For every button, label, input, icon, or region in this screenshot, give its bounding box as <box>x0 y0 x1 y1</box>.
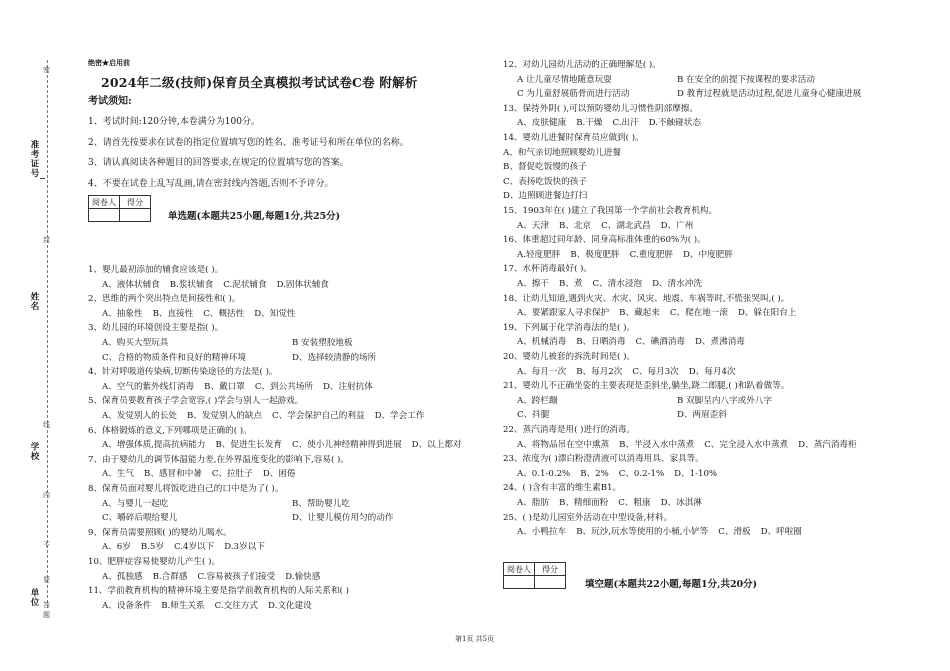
answer-option[interactable]: A、6岁 <box>102 542 131 553</box>
reviewer-cell: 阅卷人 <box>504 563 535 576</box>
notice-item: 2、请首先按要求在试卷的指定位置填写您的姓名、准考证号和所在单位的名称。 <box>88 138 409 148</box>
answer-option[interactable]: A、皮肤健康 <box>517 118 567 129</box>
answer-option[interactable]: B.浆状辅食 <box>169 279 214 290</box>
answer-option[interactable]: A、与婴儿一起吃 <box>102 498 169 509</box>
option-row: A、购买大型玩具 B 安装塑胶地板 <box>102 338 353 348</box>
question-text: 15、1903年在( )建立了我国第一个学前社会教育机构。 <box>503 206 718 216</box>
answer-option[interactable]: C 为儿童舒展筋骨而进行活动 <box>517 89 630 100</box>
seal-char: 封 <box>43 236 50 244</box>
answer-option[interactable]: B、煮 <box>559 279 583 289</box>
question-text: 21、婴幼儿不正确坐姿的主要表现是歪斜坐,躺坐,跷二郎腿,( )和趴着做等。 <box>503 381 790 392</box>
option-row <box>517 118 711 129</box>
option-row <box>102 469 306 480</box>
seal-line <box>47 60 48 608</box>
answer-option[interactable]: B、感冒和中暑 <box>144 469 202 480</box>
answer-option[interactable]: C、爬在地一滚 <box>669 308 728 319</box>
option-row <box>102 601 322 612</box>
label-exam-number: 准考证号 <box>29 140 39 178</box>
answer-option[interactable]: C、概括性 <box>203 308 245 319</box>
question-text: 4、针对呼吸道传染病,切断传染途径的方法是( )。 <box>88 367 278 378</box>
option-row <box>517 498 712 509</box>
answer-option[interactable]: A、每月一次 <box>517 366 567 377</box>
option-row <box>517 279 712 290</box>
question-text: 7、由于婴幼儿的调节体温能力差,在外界温度变化的影响下,容易( )。 <box>88 454 349 465</box>
option-row <box>102 572 330 583</box>
answer-option[interactable]: B、戴口罩 <box>204 381 245 392</box>
seal-char: 密 <box>43 66 50 74</box>
answer-option[interactable]: A、空气的紫外线灯消毒 <box>102 381 195 392</box>
option-row <box>517 308 806 319</box>
answer-option[interactable]: D、知觉性 <box>254 308 296 319</box>
answer-option[interactable]: C、嚼碎后喂给婴儿 <box>102 513 178 524</box>
notice-heading: 考试须知: <box>88 96 132 107</box>
answer-option[interactable]: A、脂肪 <box>517 498 549 508</box>
question-text: 14、婴幼儿进餐时保育员应做到( )。 <box>503 133 644 143</box>
answer-option[interactable]: A、抽象性 <box>102 308 143 319</box>
question-text: 12、对幼儿园幼儿活动的正确理解是( )。 <box>503 60 661 70</box>
answer-option[interactable]: A、设备条件 <box>102 600 152 611</box>
answer-option[interactable]: D.文化建设 <box>268 600 312 611</box>
answer-option[interactable]: D、1-10% <box>674 468 718 479</box>
answer-option[interactable]: C.重度肥胖 <box>629 249 674 260</box>
question-text: 19、下列属于化学消毒法的是( )。 <box>503 322 636 333</box>
question-text: 5、保育员要教育孩子学会宽容,( )学会与别人一起游戏。 <box>88 396 304 407</box>
answer-option[interactable]: D、困倦 <box>262 469 296 480</box>
answer-option[interactable]: B、藏起来 <box>619 308 660 319</box>
answer-option[interactable]: C.泥状辅食 <box>223 279 267 290</box>
answer-option[interactable]: A、跨栏蹦 <box>517 395 558 406</box>
seal-char: 内 <box>43 491 50 499</box>
secret-mark: 绝密★启用前 <box>88 58 130 67</box>
seal-char: 题 <box>43 611 50 619</box>
option-row <box>517 221 703 232</box>
answer-option[interactable]: D、中度肥胖 <box>683 249 733 260</box>
answer-option[interactable]: B、每月2次 <box>576 366 623 377</box>
reviewer-cell: 阅卷人 <box>89 196 120 209</box>
answer-option[interactable]: C.4岁以下 <box>173 542 215 553</box>
option-row <box>517 440 867 451</box>
answer-option[interactable]: C、使小儿神经精神得到进展 <box>291 440 402 451</box>
question-text: 17、水杯消毒最好( )。 <box>503 264 593 275</box>
answer-option[interactable]: C、合格的物质条件和良好的精神环境 <box>102 352 247 363</box>
answer-option[interactable]: D、呼啦圈 <box>760 527 802 538</box>
answer-option[interactable]: A、增强体质,提高抗病能力 <box>102 440 206 451</box>
answer-option[interactable]: C、碘酒消毒 <box>635 337 686 348</box>
answer-option[interactable]: C、到公共场所 <box>254 381 313 392</box>
score-cell: 得分 <box>120 196 151 209</box>
answer-option[interactable]: D、广州 <box>660 220 694 231</box>
seal-char: 要 <box>43 576 50 584</box>
answer-option[interactable]: D.愉快感 <box>285 571 321 582</box>
question-text: 16、体重超过同年龄、同身高标准体重的60%为( )。 <box>503 235 706 246</box>
question-text: 18、让幼儿知道,遇到火灾、水灾、风灾、地震、车祸等时,不慌张哭叫,( )。 <box>503 293 790 304</box>
option-row <box>102 280 339 291</box>
score-box <box>88 195 151 222</box>
answer-option[interactable]: A、生气 <box>102 469 134 480</box>
answer-option[interactable]: B、玩沙,玩水等使用的小桶,小铲等 <box>576 527 709 538</box>
question-text: 3、幼儿园的环境创设主要是指( )。 <box>88 323 224 334</box>
option-row <box>517 527 812 538</box>
answer-option[interactable]: A 让儿童尽情地随意玩耍 <box>517 74 612 85</box>
score-box <box>503 562 566 589</box>
answer-option[interactable]: C.交往方式 <box>214 600 259 611</box>
answer-option[interactable]: D、蒸汽消毒柜 <box>798 439 857 450</box>
answer-option[interactable]: B.师生关系 <box>161 600 205 611</box>
page-footer: 第1页 共5页 <box>455 635 495 643</box>
option-row <box>102 440 472 451</box>
question-text: 13、保持外阴( ),可以预防婴幼儿习惯性阴部摩擦。 <box>503 103 698 114</box>
answer-option[interactable]: A、液体状辅食 <box>102 279 160 290</box>
score-input[interactable] <box>535 576 566 589</box>
answer-option[interactable]: B、极度肥胖 <box>570 249 620 260</box>
score-cell: 得分 <box>535 563 566 576</box>
option-row: C 为儿童舒展筋骨而进行活动 D 教育过程就是活动过程,促进儿童身心健康进展 <box>517 89 862 100</box>
answer-option[interactable]: C、粗康 <box>618 498 651 508</box>
answer-option[interactable]: A、0.1-0.2% <box>517 468 571 479</box>
answer-option[interactable]: D、注射抗体 <box>323 381 373 392</box>
answer-option[interactable]: C.容易被孩子们接受 <box>197 571 276 582</box>
answer-option[interactable]: C、拉肚子 <box>211 469 253 480</box>
question-text: B、督促吃饭慢的孩子 <box>503 162 587 173</box>
seal-char: 答 <box>43 601 50 609</box>
answer-option[interactable]: B、精细面粉 <box>559 498 609 508</box>
question-text: 25、( )是幼儿园室外活动在中型设备,材料。 <box>503 512 673 523</box>
answer-option[interactable]: D、躲在阳台上 <box>738 308 797 319</box>
answer-option[interactable]: C、学会保护自己的利益 <box>272 411 365 421</box>
section-title-single-choice: 单选题(本题共25小题,每题1分,共25分) <box>168 211 341 222</box>
answer-option[interactable]: A、天津 <box>517 220 549 231</box>
answer-option[interactable]: B、促进生长发育 <box>215 440 282 451</box>
answer-option[interactable]: C.出汗 <box>612 118 639 129</box>
answer-option[interactable]: D.3岁以下 <box>224 542 265 553</box>
question-text: 22、蒸汽消毒是用( )进行的消毒。 <box>503 425 636 435</box>
answer-option[interactable]: D、以上都对 <box>411 440 462 451</box>
page-title: 2024年二级(技师)保育员全真模拟考试试卷C卷 附解析 <box>101 75 418 90</box>
answer-option[interactable]: D、每月4次 <box>688 366 736 377</box>
reviewer-input[interactable] <box>89 209 120 222</box>
option-row <box>102 309 306 320</box>
notice-item: 3、请认真阅读各种题目的回答要求,在规定的位置填写您的答案。 <box>88 158 349 168</box>
label-name: 姓名 <box>29 292 39 311</box>
question-text: 1、婴儿最初添加的辅食应该是( )。 <box>88 265 224 275</box>
answer-option[interactable]: B、直接性 <box>152 308 194 319</box>
option-row <box>102 382 383 393</box>
question-text: 23、浓度为( )漂白粉澄清液可以消毒用具、家具等。 <box>503 454 704 465</box>
section-title-fill-blank: 填空题(本题共22小题,每题1分,共20分) <box>585 579 758 590</box>
question-text: 6、体格锻炼的意义,下列哪项是正确的( )。 <box>88 425 252 436</box>
answer-option[interactable]: B.干燥 <box>576 118 603 129</box>
option-row: A 让儿童尽情地随意玩耍 B 在安全的前提下按课程的要求活动 <box>517 74 815 85</box>
score-input[interactable] <box>120 209 151 222</box>
answer-option[interactable]: B.合群感 <box>152 571 188 582</box>
answer-option[interactable]: D、清水冲洗 <box>652 279 702 289</box>
option-row <box>102 542 275 553</box>
question-text: 11、学前教育机构的精神环境主要是指学前教育机构的人际关系和( ) <box>88 586 349 597</box>
answer-option[interactable]: B.5岁 <box>140 542 164 553</box>
option-row: A、与婴儿一起吃 B、帮助婴儿吃 <box>102 498 350 509</box>
seal-char: 不 <box>43 541 50 549</box>
question-text: C、表扬吃饭快的孩子 <box>503 176 587 187</box>
answer-option[interactable]: A、孤独感 <box>102 571 143 582</box>
question-text: D、边照顾进餐边打扫 <box>503 191 588 202</box>
reviewer-input[interactable] <box>504 576 535 589</box>
answer-option[interactable]: D.固体状辅食 <box>276 279 329 290</box>
option-row <box>102 411 434 422</box>
answer-option[interactable]: C、滑板 <box>718 527 751 538</box>
question-text: 10、肥胖症容易使婴幼儿产生( )。 <box>88 557 221 567</box>
option-row <box>517 337 755 348</box>
option-row: C、合格的物质条件和良好的精神环境 D、选择较清静的场所 <box>102 352 377 363</box>
question-text: 2、思维的两个突出特点是间接性和( )。 <box>88 294 241 305</box>
option-row <box>517 469 727 480</box>
seal-char: 线 <box>43 421 50 429</box>
option-row: A、跨栏蹦 B 双脚呈内八字或外八字 <box>517 395 772 406</box>
answer-option[interactable]: A、要紧跟家人寻求保护 <box>517 308 610 319</box>
option-row <box>517 367 746 378</box>
notice-item: 1、考试时间:120分钟,本卷满分为100分。 <box>88 117 260 127</box>
answer-option[interactable]: A、发觉别人的长处 <box>102 411 177 421</box>
answer-option[interactable]: A、擦干 <box>517 279 549 289</box>
answer-option[interactable]: A.轻度肥胖 <box>517 249 561 260</box>
answer-option[interactable]: B、半浸入水中蒸煮 <box>619 439 695 450</box>
answer-option[interactable]: D、学会工作 <box>374 411 425 421</box>
question-text: 24、( )含有丰富的维生素B1。 <box>503 483 622 494</box>
answer-option[interactable]: C、完全浸入水中蒸煮 <box>704 439 789 450</box>
answer-option[interactable]: B、发觉别人的缺点 <box>186 411 263 421</box>
question-text: 8、保育员面对婴儿将饭吃进自己的口中是为了( )。 <box>88 484 284 494</box>
answer-option[interactable]: A、将物品吊在空中熏蒸 <box>517 439 610 450</box>
notice-item: 4、不要在试卷上乱写乱画,请在密封线内答题,否则不予评分。 <box>88 179 334 189</box>
option-row <box>517 250 743 261</box>
answer-option[interactable]: D.不触碰状态 <box>648 118 701 129</box>
answer-option[interactable]: C、清水浸泡 <box>592 279 643 289</box>
label-unit: 单位 <box>29 588 39 607</box>
answer-option[interactable]: B、北京 <box>559 220 592 231</box>
answer-option[interactable]: D、煮沸消毒 <box>695 337 745 348</box>
answer-option[interactable]: B、2% <box>580 468 609 479</box>
answer-option[interactable]: C、0.2-1% <box>618 468 665 479</box>
question-text: 20、婴幼儿被套的拆洗时间是( )。 <box>503 352 636 362</box>
answer-option[interactable]: C、每月3次 <box>632 366 679 377</box>
question-text: A、和气亲切地照顾婴幼儿进餐 <box>503 147 621 158</box>
answer-option[interactable]: D、冰淇淋 <box>660 498 702 508</box>
option-row: C、嚼碎后喂给婴儿 D、让婴儿模仿用匀的动作 <box>102 513 394 524</box>
answer-option[interactable]: B、日晒消毒 <box>576 337 626 348</box>
answer-option[interactable]: C、抖腿 <box>517 410 550 421</box>
question-text: 9、保育员需要照顾( )的婴幼儿喝水。 <box>88 527 232 538</box>
label-school: 学校 <box>29 442 39 461</box>
answer-option[interactable]: A、购买大型玩具 <box>102 338 169 348</box>
answer-option[interactable]: A、小鸭拉车 <box>517 527 567 538</box>
answer-option[interactable]: C、湖北武昌 <box>601 220 651 231</box>
answer-option[interactable]: A、机械消毒 <box>517 337 567 348</box>
option-row: C、抖腿 D、两眉歪斜 <box>517 410 727 421</box>
